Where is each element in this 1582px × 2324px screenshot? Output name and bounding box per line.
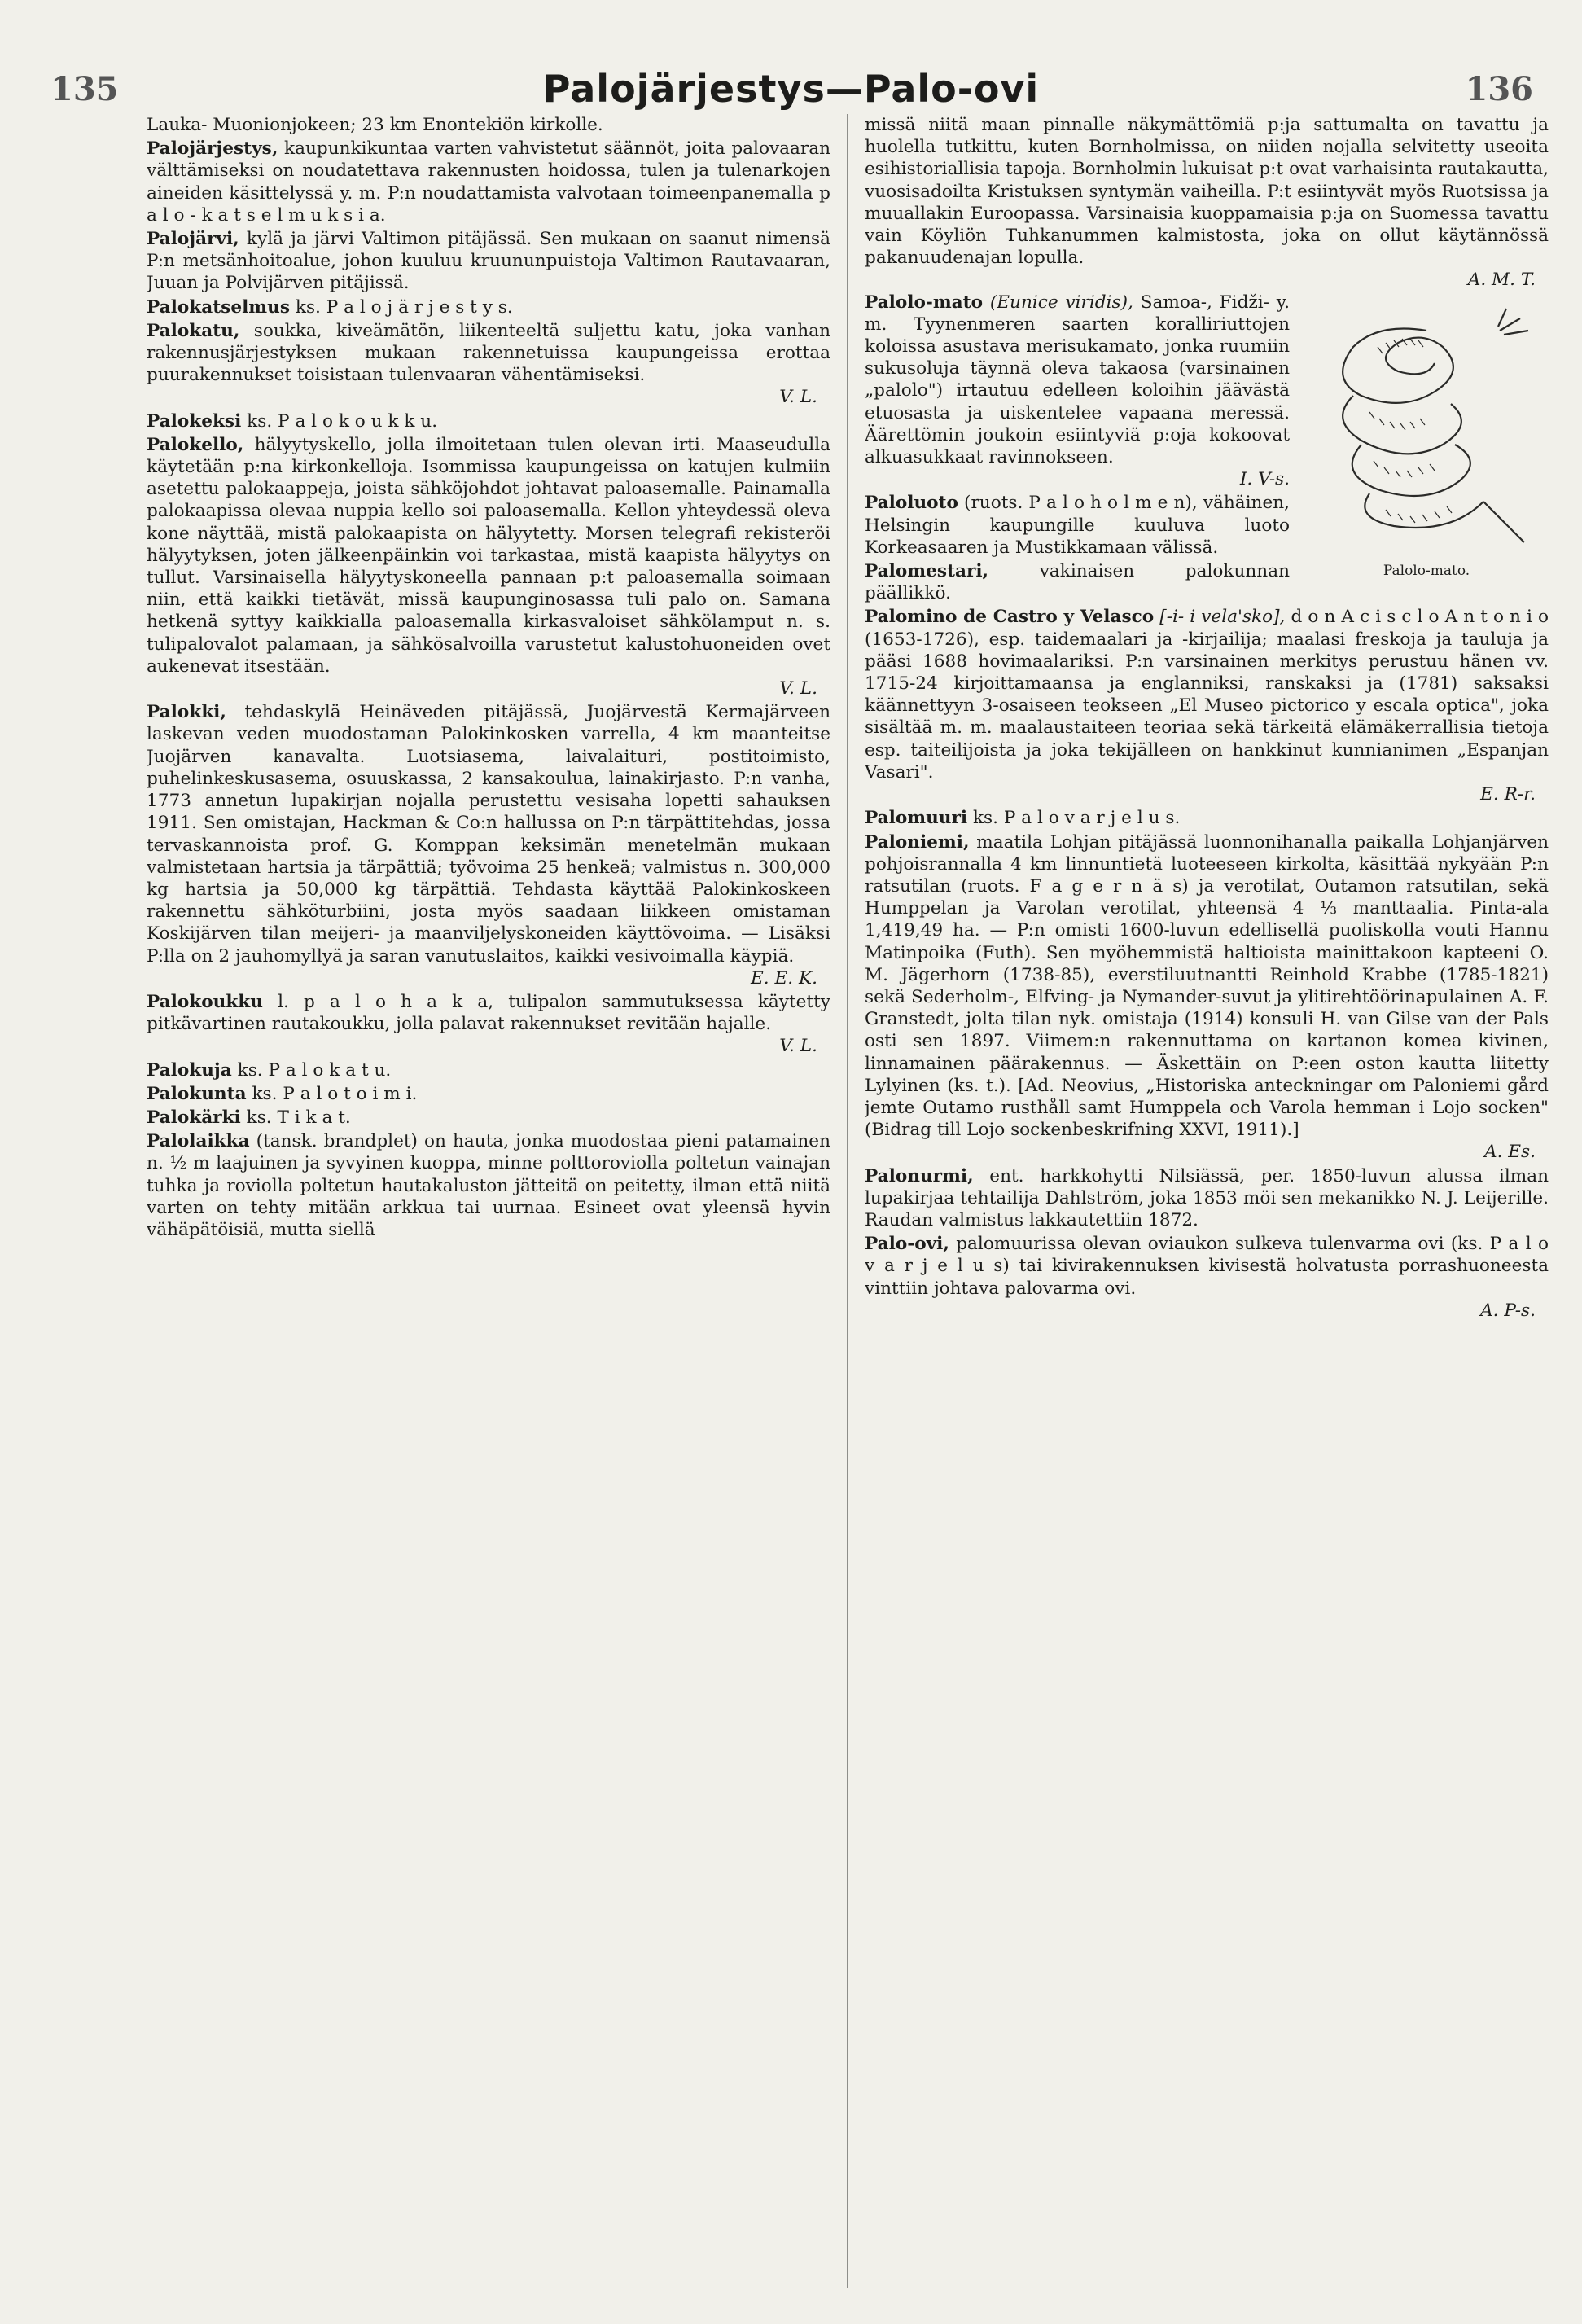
entry-pronunciation: [-i- i vela'sko], (1159, 607, 1286, 628)
entry-body: hälyytyskello, jolla ilmoitetaan tulen olevan irti. Maaseudulla käytetään p:na kirkonkelloja. Isommissa kaupungeissa on katujen kulmiin asetettu palokaappeja, joista sähköjohdot johtavat paloasemalle. Painamalla palokaapissa olevaa nuppia kello soi paloasemalla. Kellon yhteydessä oleva kone näyttää, mistä palokaapista on hälyytetty. Morsen telegrafi rekisteröi hälyytyksen, joten jälkeenpäinkin voi tarkastaa, mistä kaapista hälyytys on tullut. Varsinaisella hälyytyskoneella pannaan p:t paloasemalla soimaan niin, että kaikki tietävät, missä kaupunginosassa tuli palo on. Samana hetkenä syttyy kaikkialla paloasemalla kirkasvaloiset sähkölamput n. s. tulipalovalot palamaan, ja sähkösalvoilla varustetut kalustohuoneiden ovet aukenevat itsestään. (147, 434, 830, 677)
entry-headword: Palonurmi, (865, 1165, 974, 1186)
palolo-worm-figure (1304, 298, 1549, 583)
entry-headword: Palokeksi (147, 410, 242, 432)
page-header (0, 55, 1582, 114)
dictionary-entry (147, 138, 830, 226)
entry-body: (tansk. brandplet) on hauta, jonka muodostaa pieni patamainen n. ½ m laajuinen ja syvyinen kuoppa, minne polttoroviolla poltetun vainajan tuhka ja roviolla poltetun hautakaluston jätteitä on peitetty, ilman että niitä varten on tehty mitään arkkua tai uurnaa. Esineet ovat yleensä hyvin vähäpätöisiä, mutta siellä (147, 1131, 830, 1240)
column-divider (847, 114, 848, 2288)
author-signature: I. V-s. (1239, 469, 1290, 490)
entry-body: ks. P a l o v a r j e l u s. (972, 808, 1181, 829)
dictionary-entry (865, 606, 1549, 805)
entry-headword: Palomino de Castro y Velasco (865, 607, 1155, 628)
author-signature: V. L. (779, 1036, 817, 1057)
entry-body: maatila Lohjan pitäjässä luonnonihanalla paikalla Lohjanjärven pohjoisrannalla 4 km linnuntietä luoteeseen kirkolta, käsittää nykyään P:n ratsutilan (ruots. F a g e r n ä s) ja verotilat, Outamon ratsutilan, sekä Humppelan ja Varolan verotilat, yhteensä 4 ⅓ manttaalia. Pinta-ala 1,419,49 ha. — P:n omisti 1600-luvun edellisellä puoliskolla vouti Hannu Matinpoika (Futh). Sen myöhemmistä haltioista mainittakoon kapteeni O. M. Jägerhorn (1738-85), everstiluutnantti Reinhold Krabbe (1785-1821) sekä Sederholm-, Elfving- ja Nymander-suvut ja ylitirehtöörinapulainen A. F. Granstedt, jolta tilan nyk. omistaja (1914) konsuli H. van Gilse van der Pals osti sen 1897. Viimem:n rakennuttama on kartanon komea kivinen, linnamainen päärakennus. — Äskettäin on P:een oston kautta liitetty Lylyinen (ks. t.). [Ad. Neovius, „Historiska anteckningar om Paloniemi gård jemte Outamo rusthåll samt Humppela och Varola hemman i Lojo socken" (Bidrag till Lojo sockenbeskrifning XXVI, 1911).] (865, 831, 1549, 1141)
author-signature: A. M. T. (1467, 270, 1536, 291)
entry-body: (ruots. P a l o h o l m e n), vähäinen, Helsingin kaupungille kuuluva luoto Korkeasaaren ja Mustikkamaan välissä. (865, 493, 1291, 558)
dictionary-entry (147, 296, 830, 318)
figure-caption: Palolo-mato. (1383, 562, 1470, 579)
dictionary-entry (147, 320, 830, 409)
entry-body: ks. P a l o t o i m i. (252, 1083, 418, 1104)
left-column (147, 114, 830, 2288)
entry-headword: Palolaikka (147, 1131, 250, 1152)
entry-headword: Palokoukku (147, 991, 263, 1012)
dictionary-entry (147, 1130, 830, 1241)
entry-body: kaupunkikuntaa varten vahvistetut säännöt, joita palovaaran välttämiseksi on noudatettava rakennusten hoidossa, tulen ja tulenarkojen aineiden käsittelyssä y. m. P:n noudattamista valvotaan toimeenpanemalla p a l o - k a t s e l m u k s i a. (147, 138, 830, 226)
author-signature: V. L. (779, 678, 817, 699)
page-number-left: 135 (50, 70, 119, 108)
dictionary-entry (865, 807, 1549, 829)
entry-headword: Palokuja (147, 1059, 232, 1081)
entry-body: d o n A c i s c l o A n t o n i o (1653-1726), esp. taidemaalari ja -kirjailija; maalasi freskoja ja tauluja ja pääsi 1688 hovimaalariksi. P:n varsinainen merkitys perustuu hänen vv. 1715-24 kirjoittamaansa ja englanniksi, ranskaksi ja (1781) saksaksi käännettyyn 3-osaiseen teokseen „El Museo pictorico y escala optica", joka sisältää m. m. maalaustaiteen teoriaa sekä tärkeitä elämäkerrallisia tietoja esp. taiteilijoista ja joka tekijälleen on hankkinut kunnianimen „Espanjan Vasari". (865, 607, 1549, 783)
dictionary-entry (147, 991, 830, 1058)
dictionary-entry (147, 114, 830, 136)
entry-headword: Palokatu, (147, 320, 240, 341)
entry-body: Lauka- Muonionjokeen; 23 km Enontekiön kirkolle. (147, 115, 603, 135)
author-signature: A. Es. (1483, 1142, 1536, 1163)
entry-headword: Palolo-mato (865, 292, 984, 313)
entry-headword: Paloniemi, (865, 831, 970, 853)
entry-headword: Palokunta (147, 1083, 247, 1104)
dictionary-entry (865, 1165, 1549, 1232)
entry-headword: Palokki, (147, 702, 226, 723)
running-title: Palojärjestys—Palo-ovi (542, 67, 1040, 111)
entry-body: soukka, kiveämätön, liikenteeltä suljettu katu, joka vanhan rakennusjärjestyksen mukaan rakennetuissa kaupungeissa erottaa puurakennukset toisistaan tulenvaaran vähentämiseksi. (147, 320, 830, 386)
dictionary-entry (147, 228, 830, 295)
entry-body: ks. P a l o k a t u. (237, 1059, 392, 1081)
worm-illustration (1304, 298, 1549, 559)
entry-pronunciation: (Eunice viridis), (989, 292, 1133, 313)
page-number-right: 136 (1465, 70, 1533, 108)
dictionary-entry (147, 434, 830, 699)
author-signature: E. E. K. (751, 967, 817, 989)
entry-body: ks. P a l o j ä r j e s t y s. (295, 296, 513, 318)
entry-body: palomuurissa olevan oviaukon sulkeva tulenvarma ovi (ks. P a l o v a r j e l u s) tai kivirakennuksen kivisestä holvatusta porrashuoneesta vinttiin johtava palovarma ovi. (865, 1234, 1549, 1299)
dictionary-entry (147, 1059, 830, 1081)
dictionary-entry (147, 701, 830, 989)
author-signature: A. P-s. (1480, 1300, 1536, 1321)
entry-headword: Paloluoto (865, 493, 958, 514)
entry-headword: Palomuuri (865, 808, 968, 829)
dictionary-entry (865, 831, 1549, 1164)
entry-body: tehdaskylä Heinäveden pitäjässä, Juojärvestä Kermajärveen laskevan veden muodostaman Palokinkosken varrella, 4 km maanteitse Juojärven kanavalta. Luotsiasema, laivalaituri, postitoimisto, puhelinkeskusasema, osuuskassa, 2 kansakoulua, lainakirjasto. P:n vanha, 1773 annetun lupakirjan nojalla perustettu vesisaha lopetti sahauksen 1911. Sen omistajan, Hackman & Co:n hallussa on P:n tärpättitehdas, jossa tervaskannoista prof. G. Komppan keksimän menetelmän mukaan valmistetaan hartsia ja tärpättiä; työvoima 25 henkeä; valmistus n. 300,000 kg hartsia ja 50,000 kg tärpättiä. Tehdasta käyttää Palokinkoskeen rakennettu sähköturbiini, josta myös saadaan liikkeen omistaman Koskijärven tilan meijeri- ja maanviljelyskoneiden käyttövoima. — Lisäksi P:lla on 2 jauhomyllyä ja saran vanutuslaitos, kaikki vesivoimalla käypiä. (147, 702, 830, 967)
entry-headword: Palokello, (147, 434, 244, 455)
entry-body: ks. T i k a t. (246, 1107, 351, 1128)
dictionary-entry (147, 410, 830, 432)
entry-body: missä niitä maan pinnalle näkymättömiä p:ja sattumalta on tavattu ja huolella tutkittu, kuten Bornholmissa, on niiden nojalla selvitetty useoita esihistoriallisia tapoja. Bornholmin lukuisat p:t ovat varhaisinta rautakautta, vuosisadoilta Kristuksen syntymän vaiheilla. P:t esiintyvät myös Ruotsissa ja muuallakin Euroopassa. Varsinaisia kuoppamaisia p:ja on Suomessa tavattu vain Köyliön Tuhkanummen kalmistosta, joka on ollut käytännössä pakanuudenajan lopulla. (865, 115, 1549, 269)
author-signature: E. R-r. (1480, 784, 1536, 805)
dictionary-entry (865, 114, 1549, 292)
entry-headword: Palo-ovi, (865, 1234, 949, 1255)
entry-headword: Palojärjestys, (147, 138, 278, 160)
dictionary-entry (147, 1083, 830, 1105)
entry-body: ent. harkkohytti Nilsiässä, per. 1850-luvun alussa ilman lupakirjaa tehtailija Dahlström, joka 1853 möi sen mekanikko N. J. Leijerille. Raudan valmistus lakkautettiin 1872. (865, 1165, 1549, 1230)
entry-body: Samoa-, Fidži- y. m. Tyynenmeren saarten koralliriuttojen koloissa asustava merisukamato, jonka ruumiin sukusoluja täynnä oleva takaosa (varsinainen „palolo") irtautuu edelleen koloihin jäävästä etuosasta ja uiskentelee vapaana meressä. Äärettömin joukoin esiintyviä p:oja kokoovat alkuasukkaat ravinnokseen. (865, 292, 1290, 468)
entry-headword: Palomestari, (865, 561, 989, 582)
entry-headword: Palojärvi, (147, 229, 239, 250)
right-column (865, 114, 1549, 2288)
dictionary-entry (865, 1233, 1549, 1322)
entry-body: l. p a l o h a k a, tulipalon sammutuksessa käytetty pitkävartinen rautakoukku, jolla palavat rakennukset revitään hajalle. (147, 991, 830, 1035)
author-signature: V. L. (779, 387, 817, 408)
entry-body: ks. P a l o k o u k k u. (247, 410, 438, 432)
entry-headword: Palokatselmus (147, 296, 290, 318)
entry-body: kylä ja järvi Valtimon pitäjässä. Sen mukaan on saanut nimensä P:n metsänhoitoalue, johon kuuluu kruununpuistoja Valtimon Rautavaaran, Juuan ja Polvijärven pitäjissä. (147, 229, 830, 294)
dictionary-entry (147, 1107, 830, 1129)
entry-headword: Palokärki (147, 1107, 241, 1128)
entry-body: vakinaisen palokunnan päällikkö. (865, 561, 1290, 604)
